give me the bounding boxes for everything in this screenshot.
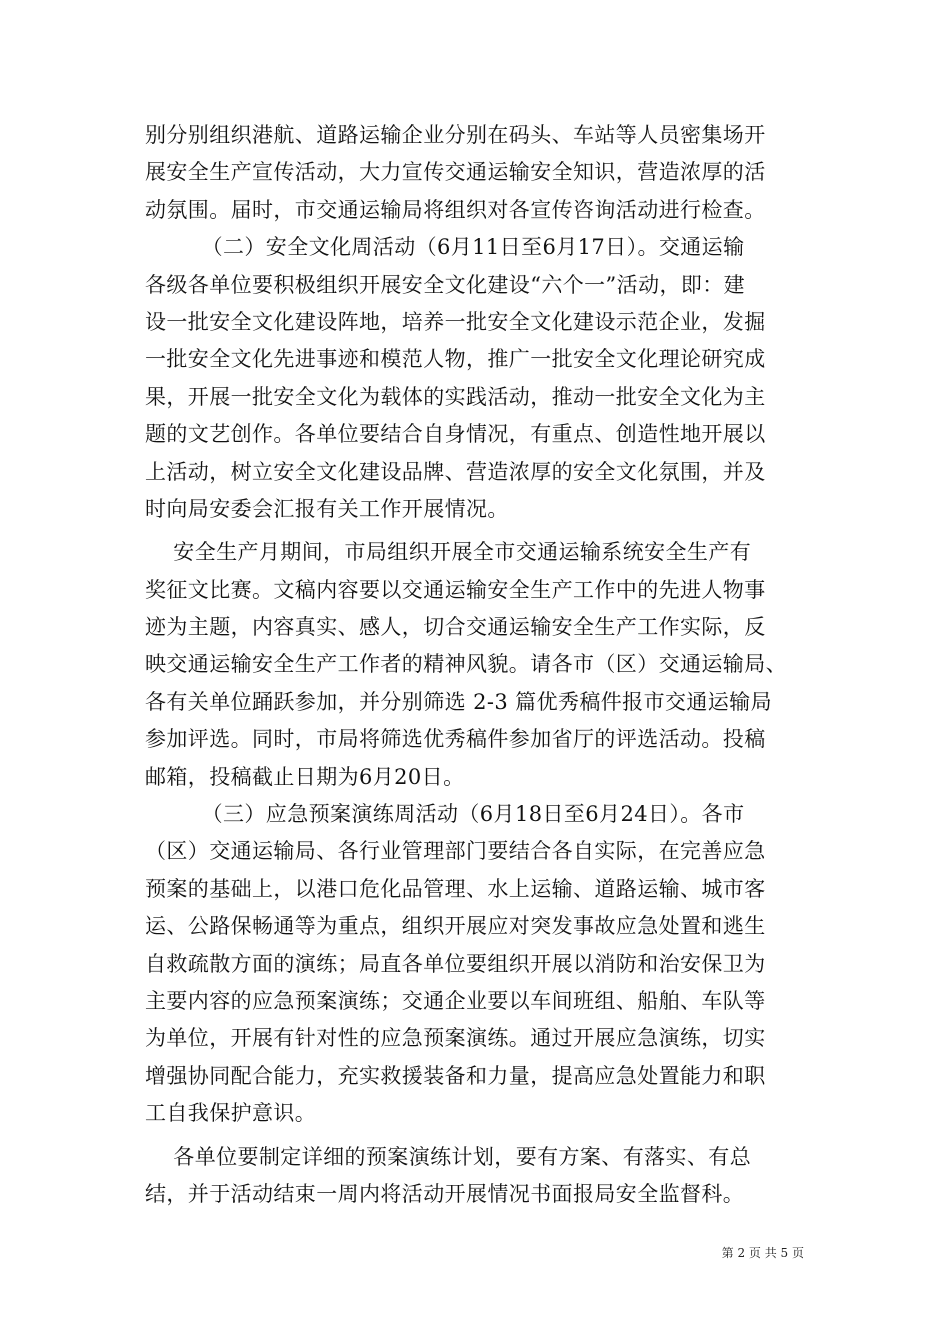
text-line: 动氛围。届时，市交通运输局将组织对各宣传咨询活动进行检查。 bbox=[145, 197, 766, 222]
text-line: 为单位，开展有针对性的应急预案演练。通过开展应急演练，切实 bbox=[145, 1026, 766, 1051]
text-line: 一批安全文化先进事迹和模范人物，推广一批安全文化理论研究成 bbox=[145, 347, 766, 372]
text-line: 工自我保护意识。 bbox=[145, 1101, 317, 1126]
document-body bbox=[145, 117, 815, 1213]
text-line: 奖征文比赛。文稿内容要以交通运输安全生产工作中的先进人物事 bbox=[145, 577, 766, 602]
text-line: 自救疏散方面的演练；局直各单位要组织开展以消防和治安保卫为 bbox=[145, 951, 766, 976]
text-line: 映交通运输安全生产工作者的精神风貌。请各市（区）交通运输局、 bbox=[145, 652, 787, 677]
text-line: 运、公路保畅通等为重点，组织开展应对突发事故应急处置和逃生 bbox=[145, 914, 766, 939]
text-line: 题的文艺创作。各单位要结合自身情况，有重点、创造性地开展以 bbox=[145, 422, 766, 447]
text-line: （区）交通运输局、各行业管理部门要结合各自实际，在完善应急 bbox=[145, 839, 766, 864]
text-line: 别分别组织港航、道路运输企业分别在码头、车站等人员密集场开 bbox=[145, 123, 766, 147]
text-line: 结，并于活动结束一周内将活动开展情况书面报局安全监督科。 bbox=[145, 1181, 745, 1206]
text-line: 主要内容的应急预案演练；交通企业要以车间班组、船舶、车队等 bbox=[145, 988, 766, 1013]
text-line: 各有关单位踊跃参加，并分别筛选 2-3 篇优秀稿件报市交通运输局 bbox=[145, 689, 772, 714]
text-line: 设一批安全文化建设阵地，培养一批安全文化建设示范企业，发掘 bbox=[145, 309, 766, 334]
text-line: 展安全生产宣传活动，大力宣传交通运输安全知识，营造浓厚的活 bbox=[145, 160, 766, 185]
text-line: 果，开展一批安全文化为载体的实践活动，推动一批安全文化为主 bbox=[145, 384, 766, 409]
text-line: 邮箱，投稿截止日期为6月20日。 bbox=[145, 764, 465, 789]
text-line: 各单位要制定详细的预案演练计划，要有方案、有落实、有总 bbox=[145, 1144, 752, 1169]
text-line: 增强协同配合能力，充实救援装备和力量，提高应急处置能力和职 bbox=[145, 1063, 766, 1088]
text-line: 参加评选。同时，市局将筛选优秀稿件参加省厅的评选活动。投稿 bbox=[145, 727, 766, 752]
text-line: 迹为主题，内容真实、感人，切合交通运输安全生产工作实际，反 bbox=[145, 615, 766, 640]
text-line: 上活动，树立安全文化建设品牌、营造浓厚的安全文化氛围，并及 bbox=[145, 459, 766, 484]
page-number: 第 2 页 共 5 页 bbox=[721, 1246, 804, 1260]
text-line: 各级各单位要积极组织开展安全文化建设“六个一”活动，即：建 bbox=[145, 272, 746, 297]
text-line: （三）应急预案演练周活动（6月18日至6月24日）。各市 bbox=[145, 802, 745, 827]
text-line: （二）安全文化周活动（6月11日至6月17日）。交通运输 bbox=[145, 235, 745, 260]
text-line: 时向局安委会汇报有关工作开展情况。 bbox=[145, 496, 509, 521]
text-line: 预案的基础上，以港口危化品管理、水上运输、道路运输、城市客 bbox=[145, 876, 766, 901]
text-line: 安全生产月期间，市局组织开展全市交通运输系统安全生产有 bbox=[145, 540, 752, 565]
